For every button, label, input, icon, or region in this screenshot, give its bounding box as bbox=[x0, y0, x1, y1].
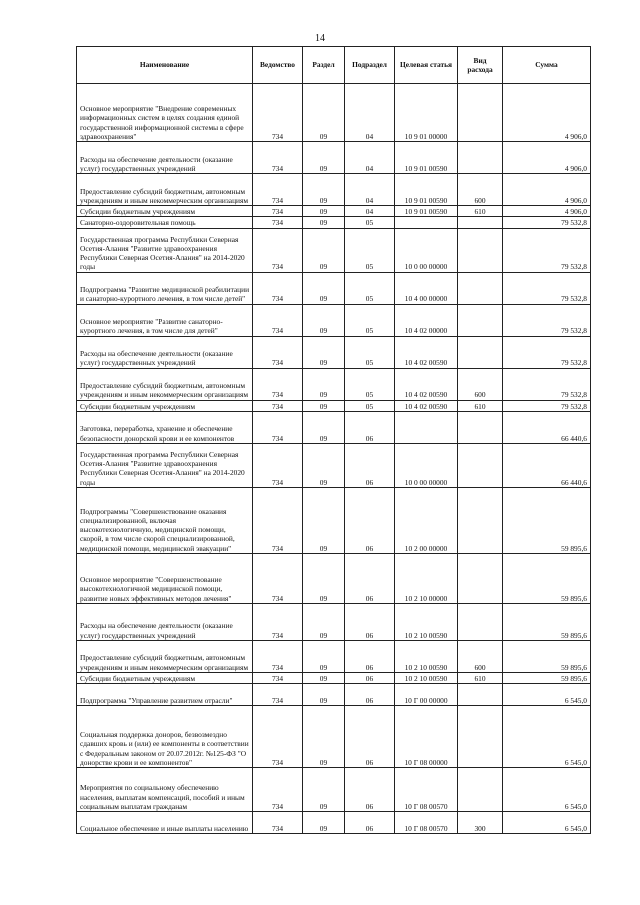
cell-statya: 10 0 00 00000 bbox=[395, 228, 458, 272]
table-row bbox=[77, 672, 591, 683]
cell-razdel: 09 bbox=[303, 706, 345, 768]
cell-name: Субсидии бюджетным учреждениям bbox=[77, 206, 253, 217]
header-summa: Сумма bbox=[503, 47, 591, 84]
cell-podrazdel: 06 bbox=[345, 443, 395, 487]
cell-razdel: 09 bbox=[303, 336, 345, 368]
cell-vedomstvo: 734 bbox=[253, 443, 303, 487]
table-row bbox=[77, 411, 591, 443]
cell-razdel: 09 bbox=[303, 206, 345, 217]
cell-podrazdel: 06 bbox=[345, 640, 395, 672]
cell-summa: 79 532,8 bbox=[503, 368, 591, 400]
table-row bbox=[77, 174, 591, 206]
table-row bbox=[77, 142, 591, 174]
cell-name: Подпрограмма "Развитие медицинской реабилитации и санаторно-курортного лечения, в том числе детей" bbox=[77, 272, 253, 304]
cell-statya: 10 4 02 00000 bbox=[395, 304, 458, 336]
cell-vid bbox=[458, 142, 503, 174]
cell-vedomstvo: 734 bbox=[253, 217, 303, 228]
cell-vedomstvo: 734 bbox=[253, 228, 303, 272]
cell-summa: 6 545,0 bbox=[503, 768, 591, 812]
cell-summa: 6 545,0 bbox=[503, 812, 591, 834]
cell-summa: 59 895,6 bbox=[503, 640, 591, 672]
cell-podrazdel: 06 bbox=[345, 603, 395, 640]
cell-razdel: 09 bbox=[303, 443, 345, 487]
cell-name: Расходы на обеспечение деятельности (оказание услуг) государственных учреждений bbox=[77, 336, 253, 368]
cell-razdel: 09 bbox=[303, 603, 345, 640]
table-row bbox=[77, 553, 591, 603]
cell-statya: 10 9 01 00590 bbox=[395, 206, 458, 217]
cell-vid bbox=[458, 411, 503, 443]
table-row bbox=[77, 640, 591, 672]
cell-vedomstvo: 734 bbox=[253, 142, 303, 174]
cell-vedomstvo: 734 bbox=[253, 336, 303, 368]
cell-razdel: 09 bbox=[303, 553, 345, 603]
table-row bbox=[77, 336, 591, 368]
cell-summa: 6 545,0 bbox=[503, 684, 591, 706]
cell-vid: 600 bbox=[458, 368, 503, 400]
cell-statya: 10 Г 08 00000 bbox=[395, 706, 458, 768]
cell-razdel: 09 bbox=[303, 142, 345, 174]
cell-razdel: 09 bbox=[303, 640, 345, 672]
cell-name: Заготовка, переработка, хранение и обеспечение безопасности донорской крови и ее компонентов bbox=[77, 411, 253, 443]
cell-razdel: 09 bbox=[303, 400, 345, 411]
cell-razdel: 09 bbox=[303, 812, 345, 834]
cell-statya: 10 4 02 00590 bbox=[395, 400, 458, 411]
cell-summa: 6 545,0 bbox=[503, 706, 591, 768]
cell-vid bbox=[458, 228, 503, 272]
cell-statya: 10 0 00 00000 bbox=[395, 443, 458, 487]
cell-statya: 10 2 00 00000 bbox=[395, 487, 458, 553]
header-vid: Вид расхода bbox=[458, 47, 503, 84]
cell-vid bbox=[458, 272, 503, 304]
cell-name: Социальная поддержка доноров, безвозмездно сдавших кровь и (или) ее компоненты в соответствии с Федеральным законом от 20.07.2012г. №125-ФЗ "О донорстве крови и ее компонентов" bbox=[77, 706, 253, 768]
cell-vid bbox=[458, 84, 503, 142]
cell-podrazdel: 06 bbox=[345, 553, 395, 603]
cell-podrazdel: 06 bbox=[345, 672, 395, 683]
cell-summa: 4 906,0 bbox=[503, 206, 591, 217]
cell-vedomstvo: 734 bbox=[253, 812, 303, 834]
header-row bbox=[77, 47, 591, 84]
cell-statya: 10 4 02 00590 bbox=[395, 336, 458, 368]
cell-vedomstvo: 734 bbox=[253, 640, 303, 672]
table-row bbox=[77, 206, 591, 217]
cell-podrazdel: 04 bbox=[345, 142, 395, 174]
cell-name: Расходы на обеспечение деятельности (оказание услуг) государственных учреждений bbox=[77, 142, 253, 174]
cell-vedomstvo: 734 bbox=[253, 272, 303, 304]
table-row bbox=[77, 84, 591, 142]
cell-vid: 600 bbox=[458, 640, 503, 672]
header-vedomstvo: Ведомство bbox=[253, 47, 303, 84]
cell-vid: 610 bbox=[458, 672, 503, 683]
cell-podrazdel: 05 bbox=[345, 368, 395, 400]
cell-name: Предоставление субсидий бюджетным, автономным учреждениям и иным некоммерческим организациям bbox=[77, 368, 253, 400]
cell-vid bbox=[458, 553, 503, 603]
cell-vedomstvo: 734 bbox=[253, 411, 303, 443]
cell-podrazdel: 05 bbox=[345, 272, 395, 304]
cell-name: Субсидии бюджетным учреждениям bbox=[77, 400, 253, 411]
cell-razdel: 09 bbox=[303, 411, 345, 443]
cell-razdel: 09 bbox=[303, 684, 345, 706]
table-row bbox=[77, 400, 591, 411]
cell-podrazdel: 06 bbox=[345, 812, 395, 834]
cell-summa: 79 532,8 bbox=[503, 272, 591, 304]
cell-name: Основное мероприятие "Внедрение современных информационных систем в целях создания единой государственной информационной системы в сфере здравоохранения" bbox=[77, 84, 253, 142]
table-row bbox=[77, 487, 591, 553]
cell-name: Санаторно-оздоровительная помощь bbox=[77, 217, 253, 228]
cell-name: Расходы на обеспечение деятельности (оказание услуг) государственных учреждений bbox=[77, 603, 253, 640]
cell-vedomstvo: 734 bbox=[253, 174, 303, 206]
cell-podrazdel: 06 bbox=[345, 768, 395, 812]
cell-vedomstvo: 734 bbox=[253, 684, 303, 706]
cell-vid bbox=[458, 217, 503, 228]
cell-vedomstvo: 734 bbox=[253, 706, 303, 768]
cell-vid: 600 bbox=[458, 174, 503, 206]
cell-summa: 59 895,6 bbox=[503, 672, 591, 683]
cell-name: Субсидии бюджетным учреждениям bbox=[77, 672, 253, 683]
table-row bbox=[77, 768, 591, 812]
cell-podrazdel: 05 bbox=[345, 217, 395, 228]
cell-name: Подпрограмма "Управление развитием отрасли" bbox=[77, 684, 253, 706]
cell-summa: 66 440,6 bbox=[503, 411, 591, 443]
cell-podrazdel: 04 bbox=[345, 84, 395, 142]
table-row bbox=[77, 443, 591, 487]
cell-statya: 10 9 01 00590 bbox=[395, 142, 458, 174]
cell-statya: 10 9 01 00590 bbox=[395, 174, 458, 206]
cell-vedomstvo: 734 bbox=[253, 768, 303, 812]
table-row bbox=[77, 368, 591, 400]
cell-vedomstvo: 734 bbox=[253, 84, 303, 142]
cell-podrazdel: 06 bbox=[345, 684, 395, 706]
cell-statya: 10 Г 08 00570 bbox=[395, 812, 458, 834]
cell-vid: 610 bbox=[458, 400, 503, 411]
header-podrazdel: Подраздел bbox=[345, 47, 395, 84]
cell-summa: 4 906,0 bbox=[503, 142, 591, 174]
cell-razdel: 09 bbox=[303, 768, 345, 812]
cell-statya: 10 2 10 00590 bbox=[395, 640, 458, 672]
budget-table bbox=[76, 46, 591, 834]
cell-vid bbox=[458, 603, 503, 640]
table-row bbox=[77, 812, 591, 834]
cell-summa: 4 906,0 bbox=[503, 174, 591, 206]
header-statya: Целевая статья bbox=[395, 47, 458, 84]
cell-razdel: 09 bbox=[303, 487, 345, 553]
cell-razdel: 09 bbox=[303, 174, 345, 206]
cell-statya: 10 2 10 00590 bbox=[395, 603, 458, 640]
cell-podrazdel: 05 bbox=[345, 228, 395, 272]
cell-name: Основное мероприятие "Развитие санаторно-курортного лечения, в том числе для детей" bbox=[77, 304, 253, 336]
cell-summa: 59 895,6 bbox=[503, 553, 591, 603]
cell-statya: 10 Г 00 00000 bbox=[395, 684, 458, 706]
cell-razdel: 09 bbox=[303, 272, 345, 304]
cell-vid bbox=[458, 684, 503, 706]
cell-summa: 79 532,8 bbox=[503, 304, 591, 336]
cell-podrazdel: 06 bbox=[345, 706, 395, 768]
header-name: Наименование bbox=[77, 47, 253, 84]
cell-vid: 610 bbox=[458, 206, 503, 217]
cell-razdel: 09 bbox=[303, 84, 345, 142]
cell-summa: 79 532,8 bbox=[503, 336, 591, 368]
table-row bbox=[77, 217, 591, 228]
cell-vedomstvo: 734 bbox=[253, 487, 303, 553]
cell-name: Мероприятия по социальному обеспечению населения, выплатам компенсаций, пособий и иным социальным выплатам гражданам bbox=[77, 768, 253, 812]
cell-razdel: 09 bbox=[303, 368, 345, 400]
cell-name: Основное мероприятие "Совершенствование высокотехнологичной медицинской помощи, развитие новых эффективных методов лечения" bbox=[77, 553, 253, 603]
cell-statya: 10 2 10 00590 bbox=[395, 672, 458, 683]
cell-vedomstvo: 734 bbox=[253, 603, 303, 640]
cell-name: Подпрограммы "Совершенствование оказания специализированной, включая высокотехнологичную, медицинской помощи, скорой, в том числе скорой специализированной, медицинской помощи, медицинской эвакуации" bbox=[77, 487, 253, 553]
table-row bbox=[77, 603, 591, 640]
cell-summa: 66 440,6 bbox=[503, 443, 591, 487]
cell-razdel: 09 bbox=[303, 304, 345, 336]
cell-podrazdel: 04 bbox=[345, 206, 395, 217]
cell-vid bbox=[458, 304, 503, 336]
cell-vedomstvo: 734 bbox=[253, 553, 303, 603]
cell-vedomstvo: 734 bbox=[253, 368, 303, 400]
cell-statya: 10 4 02 00590 bbox=[395, 368, 458, 400]
cell-statya: 10 9 01 00000 bbox=[395, 84, 458, 142]
cell-summa: 79 532,8 bbox=[503, 217, 591, 228]
cell-vedomstvo: 734 bbox=[253, 206, 303, 217]
cell-vedomstvo: 734 bbox=[253, 304, 303, 336]
cell-vid bbox=[458, 443, 503, 487]
cell-name: Предоставление субсидий бюджетным, автономным учреждениям и иным некоммерческим организациям bbox=[77, 640, 253, 672]
cell-summa: 79 532,8 bbox=[503, 228, 591, 272]
cell-razdel: 09 bbox=[303, 672, 345, 683]
cell-summa: 59 895,6 bbox=[503, 487, 591, 553]
cell-vid: 300 bbox=[458, 812, 503, 834]
cell-vedomstvo: 734 bbox=[253, 672, 303, 683]
cell-podrazdel: 06 bbox=[345, 411, 395, 443]
table-row bbox=[77, 228, 591, 272]
cell-vedomstvo: 734 bbox=[253, 400, 303, 411]
cell-vid bbox=[458, 706, 503, 768]
cell-statya bbox=[395, 217, 458, 228]
table-row bbox=[77, 706, 591, 768]
cell-name: Государственная программа Республики Северная Осетия-Алания "Развитие здравоохранения Республики Северная Осетия-Алания" на 2014-2020 годы bbox=[77, 228, 253, 272]
cell-statya: 10 Г 08 00570 bbox=[395, 768, 458, 812]
table-row bbox=[77, 304, 591, 336]
cell-vid bbox=[458, 336, 503, 368]
page-number: 14 bbox=[315, 33, 325, 44]
cell-razdel: 09 bbox=[303, 217, 345, 228]
table-row bbox=[77, 684, 591, 706]
cell-name: Предоставление субсидий бюджетным, автономным учреждениям и иным некоммерческим организациям bbox=[77, 174, 253, 206]
cell-podrazdel: 04 bbox=[345, 174, 395, 206]
cell-vid bbox=[458, 768, 503, 812]
cell-podrazdel: 06 bbox=[345, 487, 395, 553]
cell-statya: 10 4 00 00000 bbox=[395, 272, 458, 304]
cell-summa: 4 906,0 bbox=[503, 84, 591, 142]
cell-name: Государственная программа Республики Северная Осетия-Алания "Развитие здравоохранения Республики Северная Осетия-Алания" на 2014-2020 годы bbox=[77, 443, 253, 487]
table-row bbox=[77, 272, 591, 304]
header-razdel: Раздел bbox=[303, 47, 345, 84]
cell-summa: 79 532,8 bbox=[503, 400, 591, 411]
cell-podrazdel: 05 bbox=[345, 336, 395, 368]
cell-razdel: 09 bbox=[303, 228, 345, 272]
cell-podrazdel: 05 bbox=[345, 304, 395, 336]
cell-podrazdel: 05 bbox=[345, 400, 395, 411]
cell-vid bbox=[458, 487, 503, 553]
cell-summa: 59 895,6 bbox=[503, 603, 591, 640]
cell-statya bbox=[395, 411, 458, 443]
cell-statya: 10 2 10 00000 bbox=[395, 553, 458, 603]
cell-name: Социальное обеспечение и иные выплаты населению bbox=[77, 812, 253, 834]
